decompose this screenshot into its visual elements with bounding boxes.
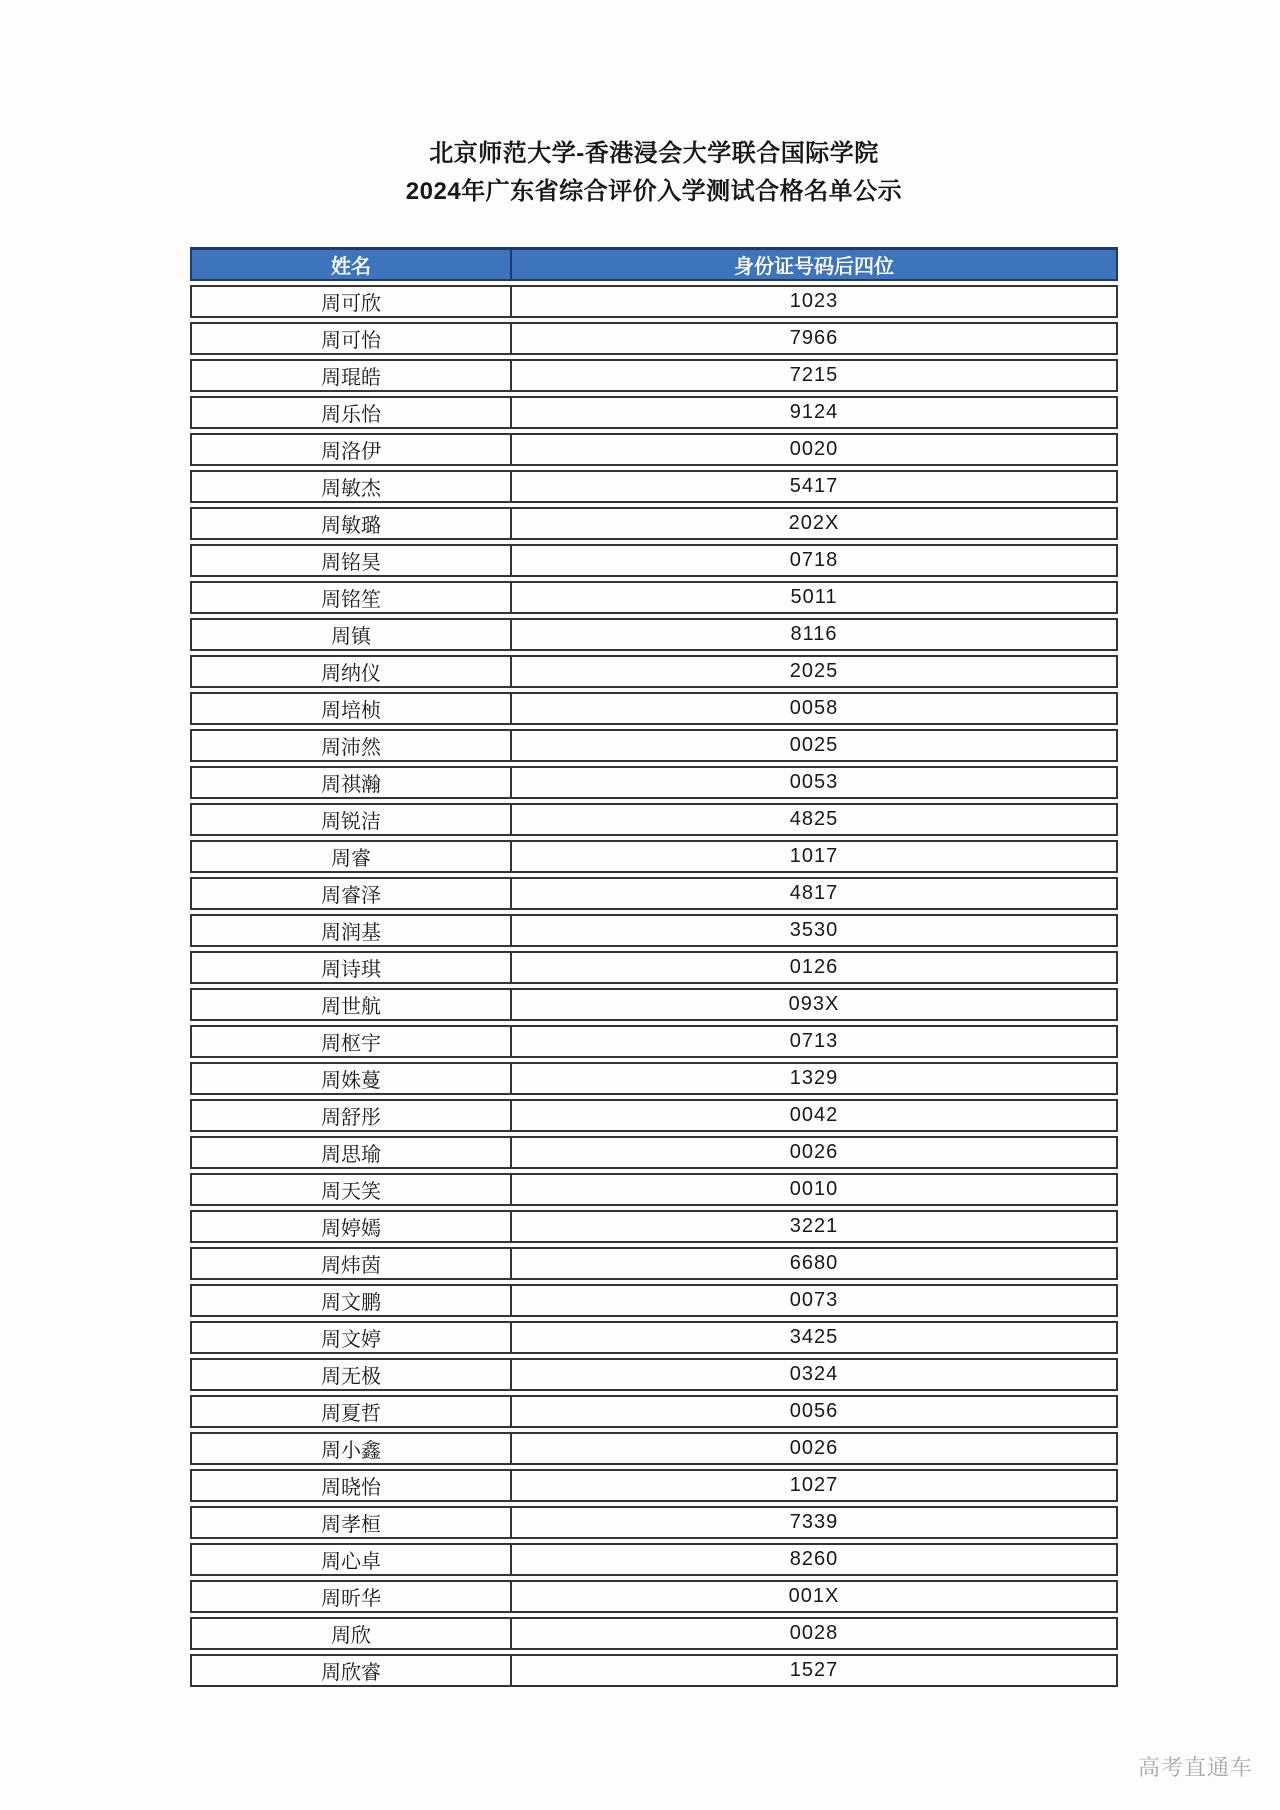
student-name-cell: 周乐怡 [190,396,512,429]
table-row [190,359,1118,392]
table-row [190,470,1118,503]
table-row [190,1543,1118,1576]
student-name-cell: 周铭笙 [190,581,512,614]
student-name-cell: 周纳仪 [190,655,512,688]
id-suffix-cell: 001X [512,1580,1118,1613]
student-name-cell: 周文婷 [190,1321,512,1354]
table-row [190,544,1118,577]
table-row [190,1580,1118,1613]
student-name-cell: 周诗琪 [190,951,512,984]
student-name-cell: 周小鑫 [190,1432,512,1465]
table-row [190,322,1118,355]
id-suffix-cell: 7339 [512,1506,1118,1539]
table-row [190,692,1118,725]
table-row [190,1395,1118,1428]
id-suffix-cell: 9124 [512,396,1118,429]
student-name-cell: 周欣 [190,1617,512,1650]
id-suffix-cell: 5011 [512,581,1118,614]
table-row [190,729,1118,762]
table-row [190,1247,1118,1280]
student-name-cell: 周炜茵 [190,1247,512,1280]
watermark-text: 高考直通车 [1137,1755,1253,1780]
id-suffix-cell: 1329 [512,1062,1118,1095]
id-suffix-cell: 0058 [512,692,1118,725]
table-row [190,1173,1118,1206]
id-suffix-cell: 3221 [512,1210,1118,1243]
student-name-cell: 周润基 [190,914,512,947]
id-suffix-cell: 0042 [512,1099,1118,1132]
student-name-cell: 周枢宇 [190,1025,512,1058]
id-suffix-cell: 3530 [512,914,1118,947]
table-row [190,507,1118,540]
id-suffix-cell: 7215 [512,359,1118,392]
col-header-id: 身份证号码后四位 [512,247,1118,281]
id-suffix-cell: 0026 [512,1432,1118,1465]
table-row [190,1062,1118,1095]
table-row [190,840,1118,873]
id-suffix-cell: 6680 [512,1247,1118,1280]
table-row [190,1654,1118,1687]
student-name-cell: 周可怡 [190,322,512,355]
id-suffix-cell: 8260 [512,1543,1118,1576]
id-suffix-cell: 0718 [512,544,1118,577]
id-suffix-cell: 8116 [512,618,1118,651]
doc-title-line2: 2024年广东省综合评价入学测试合格名单公示 [405,178,903,205]
id-suffix-cell: 0073 [512,1284,1118,1317]
student-name-cell: 周思瑜 [190,1136,512,1169]
id-suffix-cell: 0010 [512,1173,1118,1206]
table-row [190,1469,1118,1502]
table-row [190,988,1118,1021]
student-name-cell: 周世航 [190,988,512,1021]
table-row [190,1321,1118,1354]
table-row [190,1506,1118,1539]
roster-table-header [190,247,1118,281]
table-row [190,1284,1118,1317]
student-name-cell: 周琨皓 [190,359,512,392]
id-suffix-cell: 0324 [512,1358,1118,1391]
id-suffix-cell: 0053 [512,766,1118,799]
id-suffix-cell: 0028 [512,1617,1118,1650]
table-row [190,581,1118,614]
student-name-cell: 周心卓 [190,1543,512,1576]
id-suffix-cell: 0713 [512,1025,1118,1058]
col-header-name: 姓名 [190,247,512,281]
table-row [190,1099,1118,1132]
student-name-cell: 周婷嫣 [190,1210,512,1243]
student-name-cell: 周舒彤 [190,1099,512,1132]
student-name-cell: 周孝桓 [190,1506,512,1539]
id-suffix-cell: 2025 [512,655,1118,688]
id-suffix-cell: 1027 [512,1469,1118,1502]
table-row [190,433,1118,466]
roster-table [190,243,1118,1691]
table-row [190,951,1118,984]
header-row [190,247,1118,281]
table-row [190,1617,1118,1650]
table-row [190,803,1118,836]
id-suffix-cell: 0126 [512,951,1118,984]
student-name-cell: 周文鹏 [190,1284,512,1317]
table-row [190,1432,1118,1465]
table-row [190,618,1118,651]
id-suffix-cell: 0056 [512,1395,1118,1428]
id-suffix-cell: 5417 [512,470,1118,503]
id-suffix-cell: 202X [512,507,1118,540]
id-suffix-cell: 1017 [512,840,1118,873]
table-row [190,396,1118,429]
student-name-cell: 周镇 [190,618,512,651]
student-name-cell: 周睿泽 [190,877,512,910]
student-name-cell: 周天笑 [190,1173,512,1206]
table-row [190,655,1118,688]
id-suffix-cell: 7966 [512,322,1118,355]
student-name-cell: 周可欣 [190,285,512,318]
id-suffix-cell: 1023 [512,285,1118,318]
id-suffix-cell: 093X [512,988,1118,1021]
table-row [190,914,1118,947]
id-suffix-cell: 0026 [512,1136,1118,1169]
id-suffix-cell: 4817 [512,877,1118,910]
roster-table-body [190,285,1118,1687]
table-row [190,1358,1118,1391]
student-name-cell: 周洛伊 [190,433,512,466]
id-suffix-cell: 4825 [512,803,1118,836]
id-suffix-cell: 3425 [512,1321,1118,1354]
table-row [190,877,1118,910]
student-name-cell: 周敏杰 [190,470,512,503]
student-name-cell: 周睿 [190,840,512,873]
table-row [190,285,1118,318]
student-name-cell: 周姝蔓 [190,1062,512,1095]
student-name-cell: 周沛然 [190,729,512,762]
id-suffix-cell: 0025 [512,729,1118,762]
table-row [190,1025,1118,1058]
student-name-cell: 周无极 [190,1358,512,1391]
document-header [190,0,1118,205]
id-suffix-cell: 1527 [512,1654,1118,1687]
student-name-cell: 周欣睿 [190,1654,512,1687]
table-row [190,766,1118,799]
student-name-cell: 周祺瀚 [190,766,512,799]
student-name-cell: 周铭昊 [190,544,512,577]
table-row [190,1136,1118,1169]
student-name-cell: 周敏璐 [190,507,512,540]
student-name-cell: 周培桢 [190,692,512,725]
doc-title-line1: 北京师范大学-香港浸会大学联合国际学院 [429,140,879,167]
student-name-cell: 周昕华 [190,1580,512,1613]
table-row [190,1210,1118,1243]
student-name-cell: 周锐洁 [190,803,512,836]
id-suffix-cell: 0020 [512,433,1118,466]
student-name-cell: 周夏哲 [190,1395,512,1428]
student-name-cell: 周晓怡 [190,1469,512,1502]
